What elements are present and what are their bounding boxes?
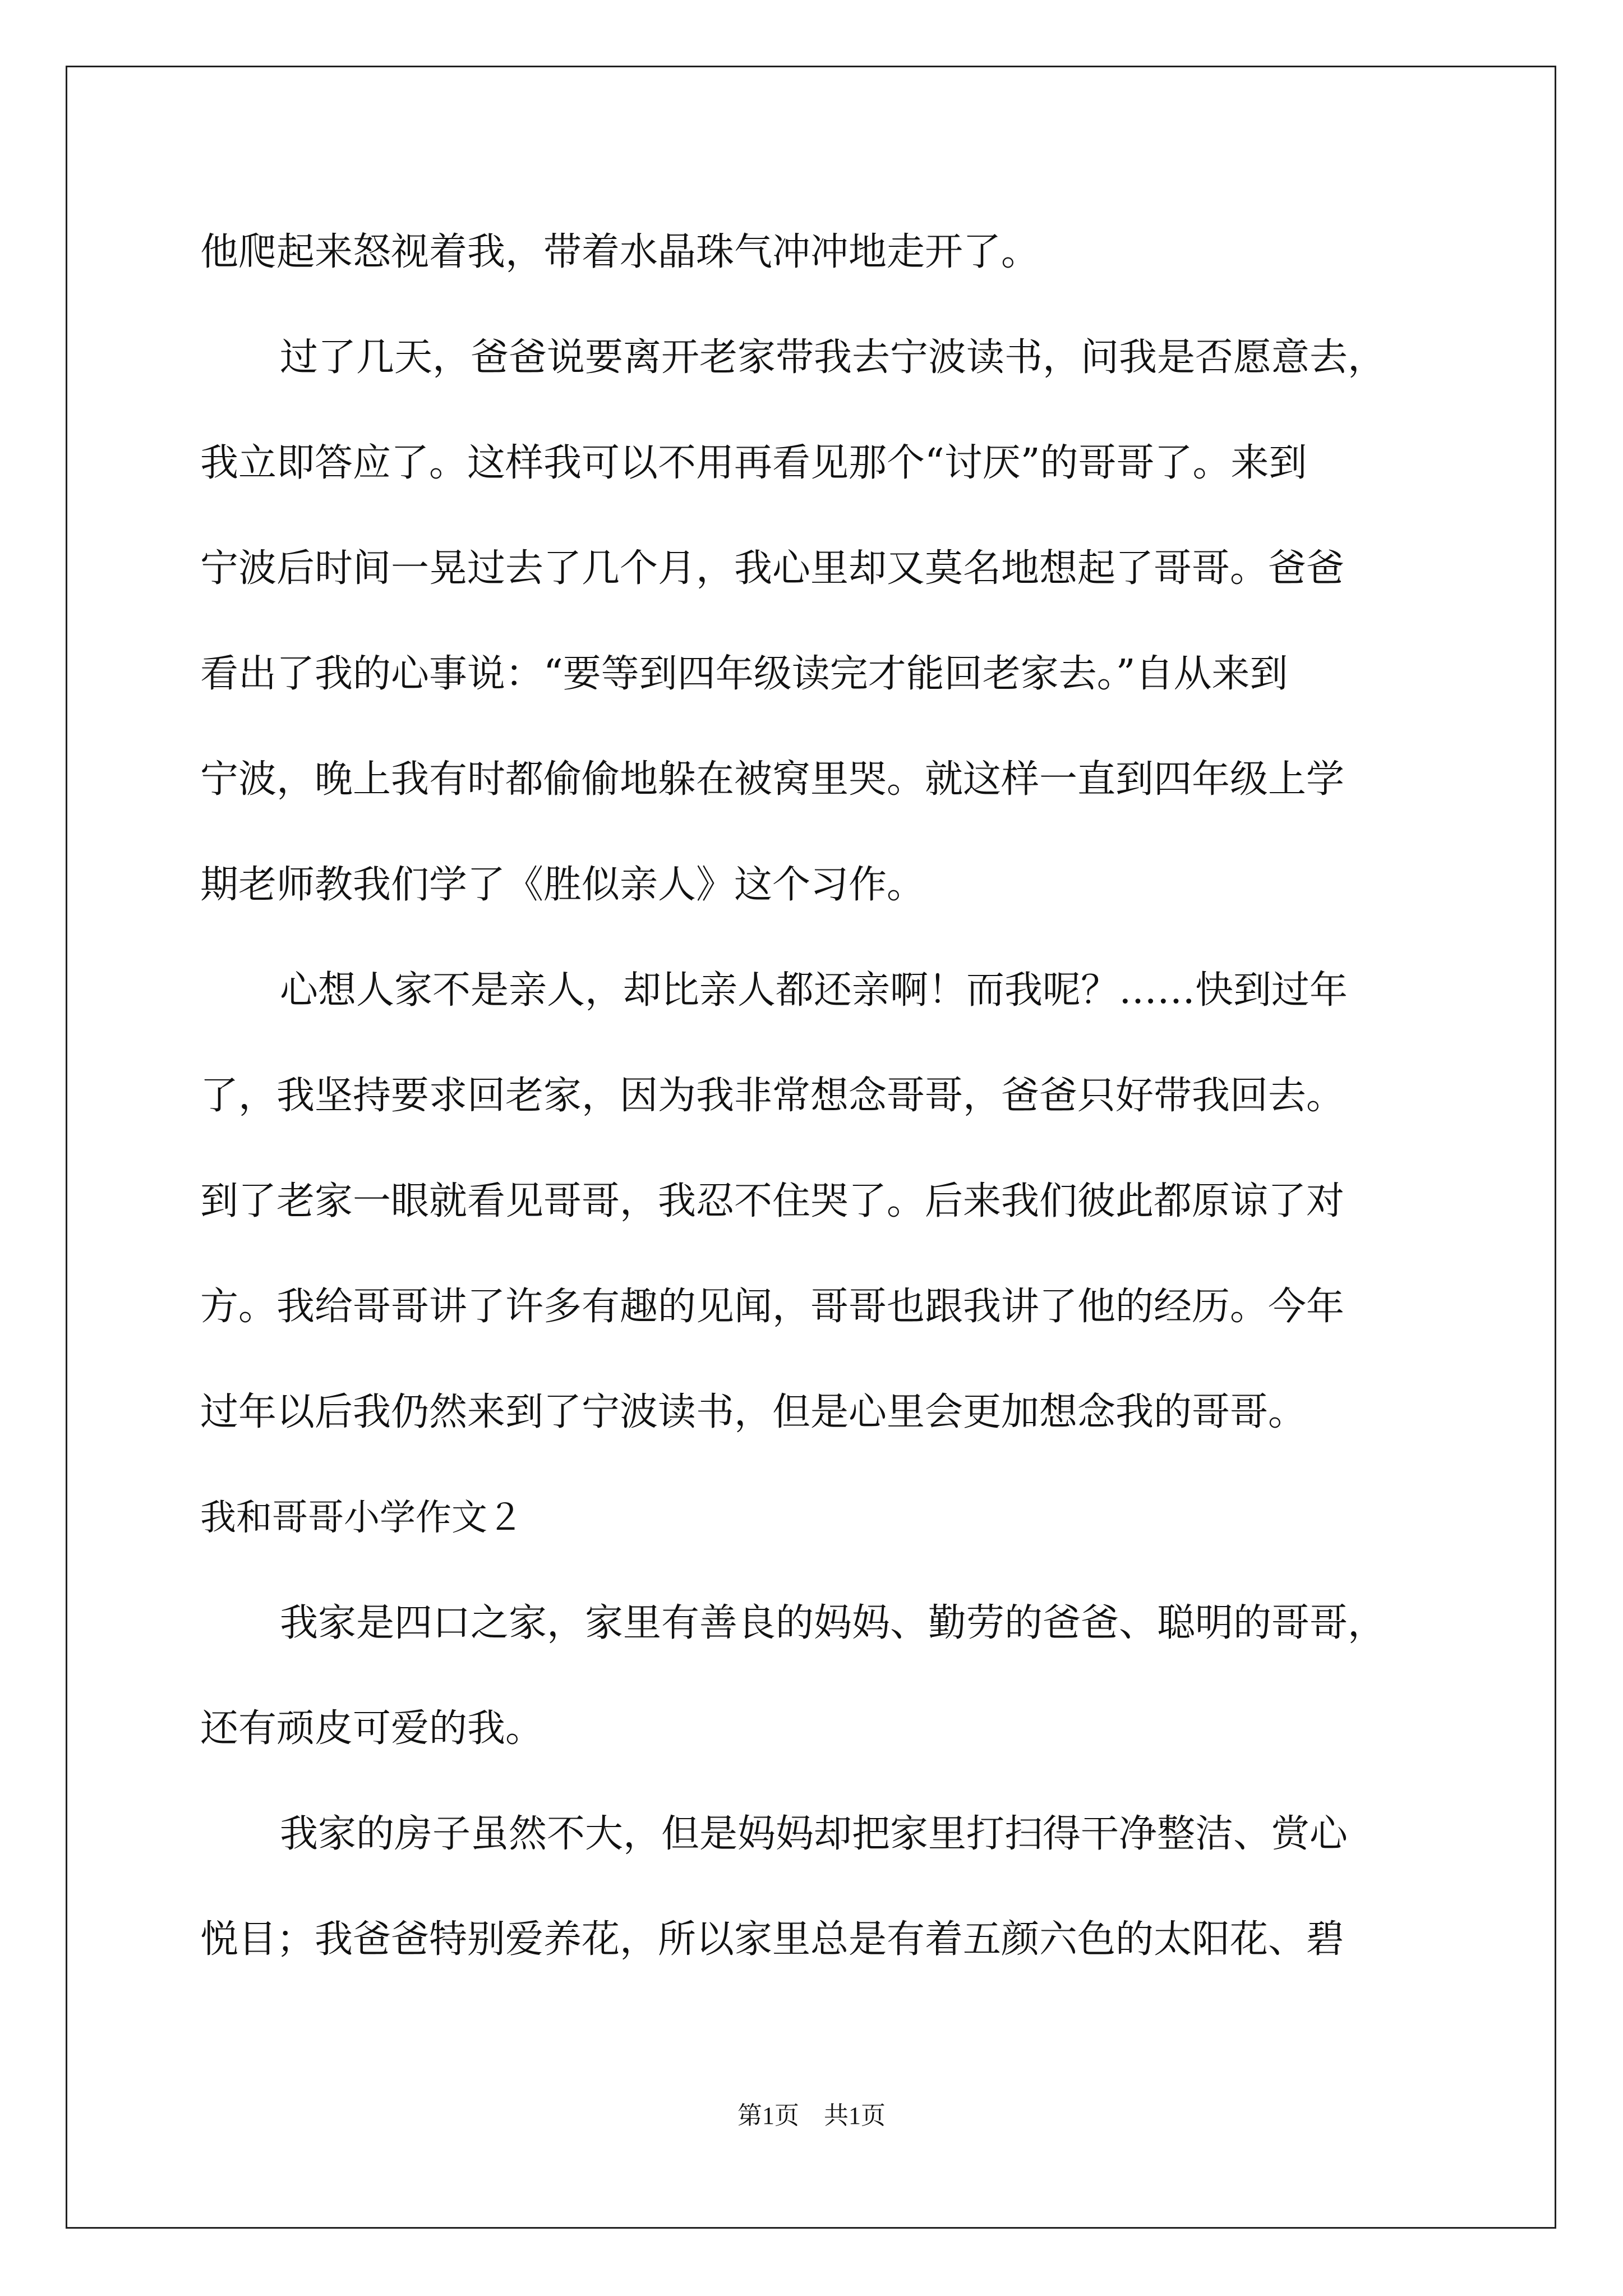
- paragraph-start: 过了几天，爸爸说要离开老家带我去宁波读书，问我是否愿意去，: [280, 335, 1386, 380]
- text-line: 方。我给哥哥讲了许多有趣的见闻，哥哥也跟我讲了他的经历。今年: [200, 1285, 1345, 1329]
- text-line: 过年以后我仍然来到了宁波读书，但是心里会更加想念我的哥哥。: [200, 1390, 1307, 1434]
- document-body: [200, 224, 1434, 2017]
- text-line: 到了老家一眼就看见哥哥，我忍不住哭了。后来我们彼此都原谅了对: [200, 1179, 1345, 1223]
- text-line: 还有顽皮可爱的我。: [200, 1706, 544, 1751]
- paragraph-start: 心想人家不是亲人，却比亲人都还亲啊！而我呢？……快到过年: [280, 968, 1348, 1013]
- text-line: 了，我坚持要求回老家，因为我非常想念哥哥，爸爸只好带我回去。: [200, 1074, 1345, 1118]
- paragraph-start: 我家是四口之家，家里有善良的妈妈、勤劳的爸爸、聪明的哥哥，: [280, 1601, 1386, 1645]
- text-line: 宁波，晚上我有时都偷偷地躲在被窝里哭。就这样一直到四年级上学: [200, 757, 1345, 802]
- text-line: 我立即答应了。这样我可以不用再看见那个“讨厌”的哥哥了。来到: [200, 441, 1307, 485]
- text-line: 期老师教我们学了《胜似亲人》这个习作。: [200, 863, 925, 907]
- section-heading: 我和哥哥小学作文２: [200, 1497, 523, 1539]
- paragraph-start: 我家的房子虽然不大，但是妈妈却把家里打扫得干净整洁、赏心: [280, 1812, 1348, 1856]
- page-number-footer: 第1页 共1页: [737, 2102, 886, 2129]
- text-line: 悦目；我爸爸特别爱养花，所以家里总是有着五颜六色的太阳花、碧: [200, 1917, 1345, 1962]
- text-line: 宁波后时间一晃过去了几个月，我心里却又莫名地想起了哥哥。爸爸: [200, 546, 1345, 591]
- text-line: 他爬起来怒视着我，带着水晶珠气冲冲地走开了。: [200, 230, 1040, 274]
- text-line: 看出了我的心事说：“要等到四年级读完才能回老家去。”自从来到: [200, 652, 1288, 696]
